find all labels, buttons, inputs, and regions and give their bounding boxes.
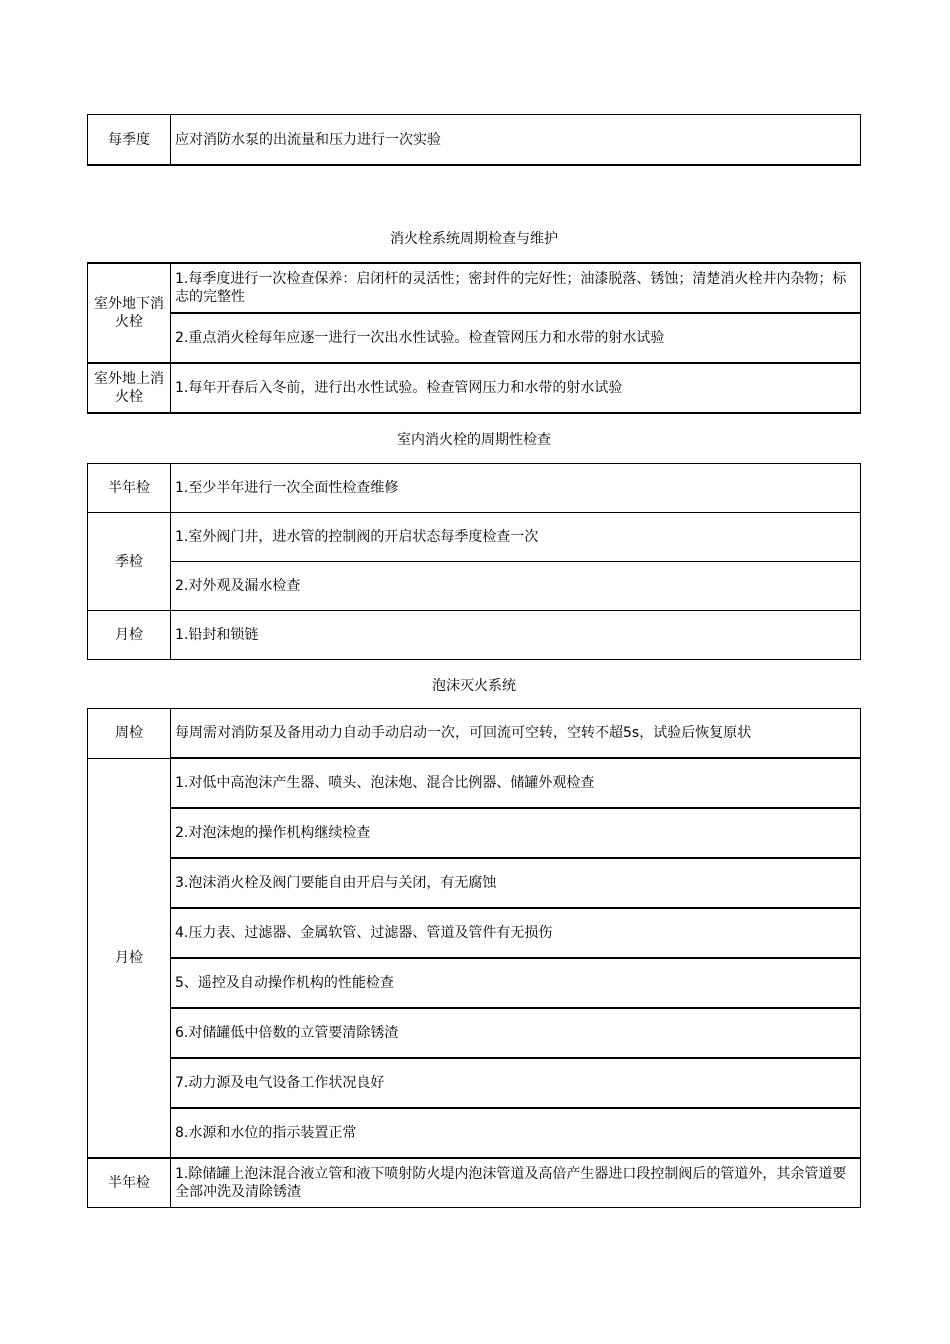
- row-content: 7.动力源及电气设备工作状况良好: [171, 1058, 861, 1108]
- row-label-monthly: 月检: [88, 758, 171, 1158]
- section-title-indoor-hydrant: 室内消火栓的周期性检查: [397, 432, 551, 448]
- table-row: [88, 313, 861, 363]
- table-row: [88, 958, 861, 1008]
- row-content: 1.铅封和锁链: [171, 611, 861, 660]
- table-row: [88, 363, 861, 413]
- row-content: 2.对外观及漏水检查: [171, 562, 861, 611]
- row-content: 4.压力表、过滤器、金属软管、过滤器、管道及管件有无损伤: [171, 908, 861, 958]
- row-label-quarterly: 季检: [88, 513, 171, 611]
- table-row: [88, 513, 861, 562]
- table-row: [88, 562, 861, 611]
- row-content: 1.除储罐上泡沫混合液立管和液下喷射防火堤内泡沫管道及高倍产生器进口段控制阀后的管道外，其余管道要全部冲洗及清除锈渣: [171, 1158, 861, 1208]
- table-row: [88, 464, 861, 513]
- row-content: 1.对低中高泡沫产生器、喷头、泡沫炮、混合比例器、储罐外观检查: [171, 758, 861, 808]
- table-row: [88, 709, 861, 759]
- quarterly-table: [87, 114, 861, 166]
- row-content: 1.室外阀门井，进水管的控制阀的开启状态每季度检查一次: [171, 513, 861, 562]
- table-row: [88, 115, 861, 166]
- row-content: 2.重点消火栓每年应逐一进行一次出水性试验。检查管网压力和水带的射水试验: [171, 313, 861, 363]
- table-row: [88, 1008, 861, 1058]
- foam-system-table: [87, 708, 861, 1208]
- table-row: [88, 1108, 861, 1158]
- table-row: [88, 1058, 861, 1108]
- row-content: 5、遥控及自动操作机构的性能检查: [171, 958, 861, 1008]
- table-row: [88, 858, 861, 908]
- table-row: [88, 908, 861, 958]
- row-label-weekly: 周检: [88, 709, 171, 759]
- row-content: 2.对泡沫炮的操作机构继续检查: [171, 808, 861, 858]
- row-label-half-year: 半年检: [88, 1158, 171, 1208]
- table-row: [88, 611, 861, 660]
- table-row: [88, 1158, 861, 1208]
- row-content: 3.泡沫消火栓及阀门要能自由开启与关闭，有无腐蚀: [171, 858, 861, 908]
- spreadsheet-sheet: [87, 114, 861, 1208]
- row-label-monthly: 月检: [88, 611, 171, 660]
- row-label-underground-hydrant: 室外地下消火栓: [88, 263, 171, 363]
- hydrant-system-table: [87, 262, 861, 414]
- row-content: 应对消防水泵的出流量和压力进行一次实验: [171, 115, 861, 166]
- table-row: [88, 263, 861, 313]
- row-label: 每季度: [88, 115, 171, 166]
- indoor-hydrant-table: [87, 463, 861, 660]
- row-content: 8.水源和水位的指示装置正常: [171, 1108, 861, 1158]
- row-label-half-year: 半年检: [88, 464, 171, 513]
- row-content: 1.每年开春后入冬前，进行出水性试验。检查管网压力和水带的射水试验: [171, 363, 861, 413]
- table-row: [88, 758, 861, 808]
- row-content: 6.对储罐低中倍数的立管要清除锈渣: [171, 1008, 861, 1058]
- section-title-foam-system: 泡沫灭火系统: [432, 678, 516, 694]
- table-row: [88, 808, 861, 858]
- row-content: 每周需对消防泵及备用动力自动手动启动一次，可回流可空转，空转不超5s，试验后恢复原状: [171, 709, 861, 759]
- row-content: 1.至少半年进行一次全面性检查维修: [171, 464, 861, 513]
- row-label-aboveground-hydrant: 室外地上消火栓: [88, 363, 171, 413]
- row-content: 1.每季度进行一次检查保养：启闭杆的灵活性；密封件的完好性；油漆脱落、锈蚀；清楚消火栓井内杂物；标志的完整性: [171, 263, 861, 313]
- section-title-hydrant-system: 消火栓系统周期检查与维护: [390, 231, 558, 247]
